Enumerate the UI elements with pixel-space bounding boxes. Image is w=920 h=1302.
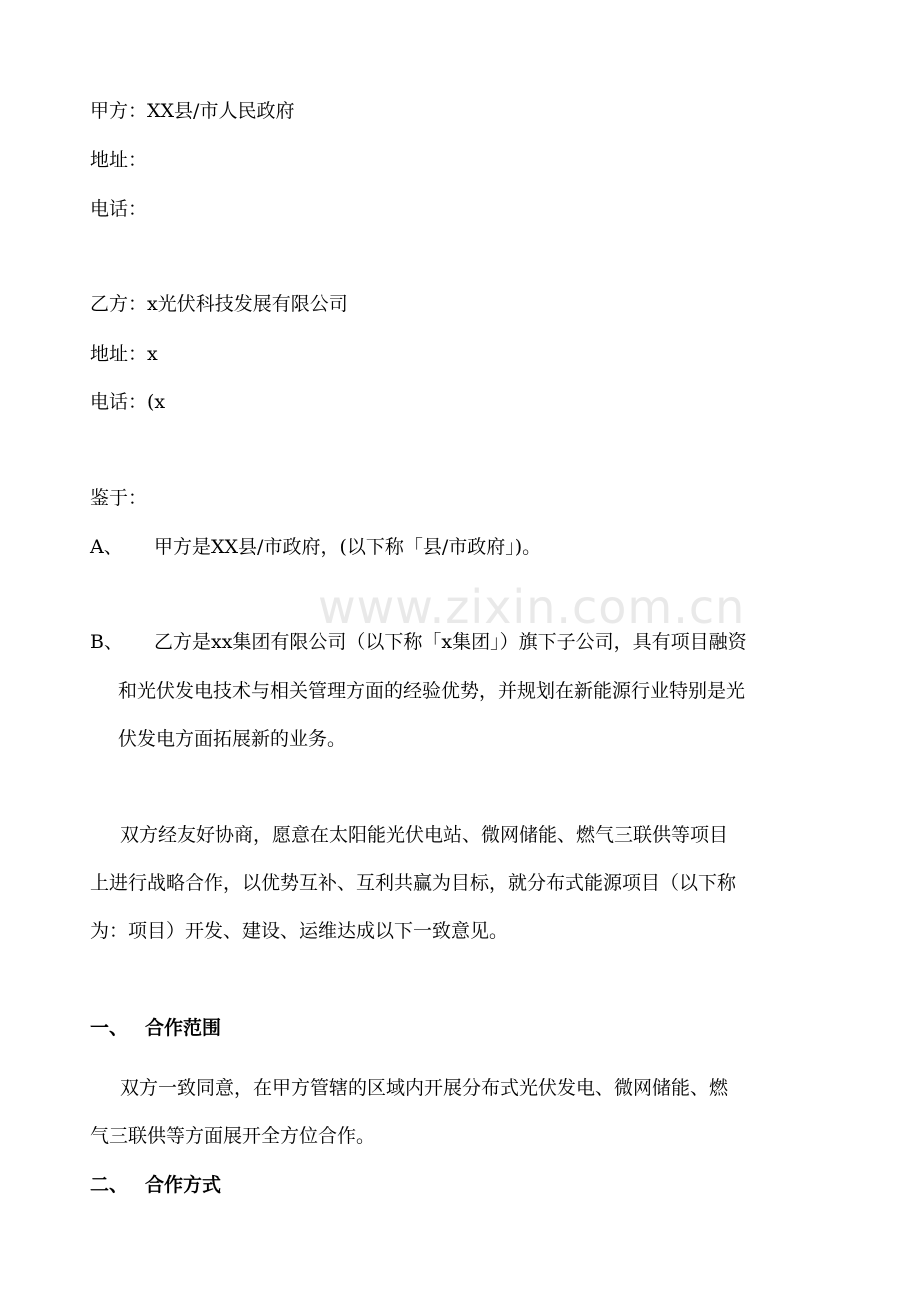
intro-paragraph-line-2: 上进行战略合作，以优势互补、互利共赢为目标，就分布式能源项目（以下称 — [90, 872, 737, 894]
whereas-item-b-text-line-2: 和光伏发电技术与相关管理方面的经验优势，并规划在新能源行业特别是光 — [118, 680, 746, 702]
whereas-label: 鉴于： — [90, 487, 148, 509]
whereas-item-a-marker: A、 — [90, 536, 123, 558]
party-b-name: 乙方：x光伏科技发展有限公司 — [90, 293, 348, 315]
section-2-title: 合作方式 — [145, 1174, 222, 1196]
section-2-number: 二、 — [90, 1174, 129, 1196]
party-b-phone: 电话：(x — [90, 391, 166, 413]
watermark-text: www.zixin.com.cn — [318, 580, 746, 634]
whereas-item-b-text-line-1: 乙方是xx集团有限公司（以下称「x集团」）旗下子公司，具有项目融资 — [154, 631, 747, 653]
section-1-text-line-1: 双方一致同意，在甲方管辖的区域内开展分布式光伏发电、微网储能、燃 — [120, 1077, 729, 1099]
section-1-number: 一、 — [90, 1017, 129, 1039]
intro-paragraph-line-3: 为：项目）开发、建设、运维达成以下一致意见。 — [90, 920, 509, 942]
section-1-title: 合作范围 — [145, 1017, 222, 1039]
intro-paragraph-line-1: 双方经友好协商，愿意在太阳能光伏电站、微网储能、燃气三联供等项目 — [120, 824, 729, 846]
section-2-heading — [90, 1173, 221, 1197]
section-1-text-line-2: 气三联供等方面展开全方位合作。 — [90, 1125, 376, 1147]
party-b-address: 地址：x — [90, 343, 158, 365]
whereas-item-a-text: 甲方是XX县/市政府，(以下称「县/市政府」)。 — [154, 536, 542, 558]
whereas-item-b — [90, 630, 747, 654]
whereas-item-b-text-line-3: 伏发电方面拓展新的业务。 — [118, 728, 347, 750]
party-a-name: 甲方：XX县/市人民政府 — [90, 100, 295, 122]
party-a-phone: 电话： — [90, 198, 148, 220]
whereas-item-b-marker: B、 — [90, 631, 123, 653]
section-1-heading — [90, 1016, 221, 1040]
whereas-item-a — [90, 535, 541, 559]
party-a-address: 地址： — [90, 149, 148, 171]
